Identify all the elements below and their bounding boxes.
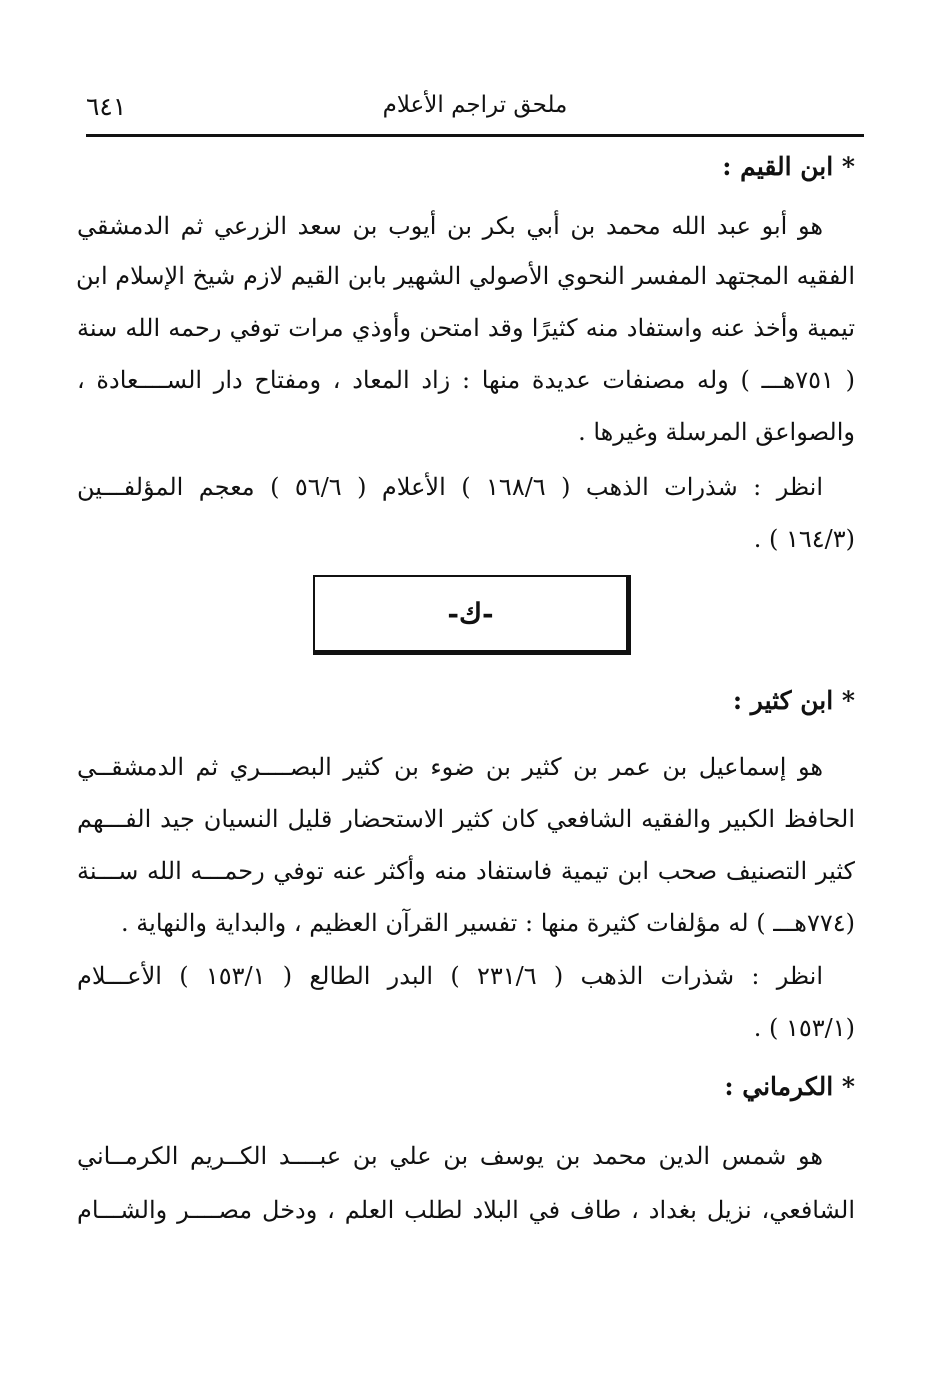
- entry-text-line: الفقيه المجتهد المفسر النحوي الأصولي الشهير بابن القيم لازم شيخ الإسلام ابن: [76, 262, 855, 290]
- entry-heading-ibn-alqayyim: * ابن القيم :: [722, 152, 855, 181]
- entry-reference-line: (١٥٣/١ ) .: [753, 1014, 855, 1042]
- entry-reference-line: انظر : شذرات الذهب ( ٢٣١/٦ ) البدر الطالع ( ١٥٣/١ ) الأعـــلام: [77, 962, 823, 990]
- entry-text-line: الشافعي، نزيل بغداد ، طاف في البلاد لطلب العلم ، ودخل مصــــر والشـــام: [77, 1196, 855, 1224]
- entry-reference-line: (١٦٤/٣ ) .: [753, 525, 855, 553]
- page-number: ٦٤١: [86, 92, 127, 121]
- running-head: [86, 92, 864, 132]
- entry-text-line: ( ٧٥١هـــ ) وله مصنفات عديدة منها : زاد المعاد ، ومفتاح دار الســــعادة ،: [77, 366, 855, 394]
- entry-text-line: تيمية وأخذ عنه واستفاد منه كثيرًا وقد امتحن وأوذي مرات توفي رحمه الله سنة: [77, 314, 855, 342]
- entry-text-line: والصواعق المرسلة وغيرها .: [578, 418, 855, 446]
- entry-text-line: كثير التصنيف صحب ابن تيمية فاستفاد منه وأكثر عنه توفي رحمـــه الله ســـنة: [77, 857, 855, 885]
- entry-text-line: (٧٧٤هـــ ) له مؤلفات كثيرة منها : تفسير القرآن العظيم ، والبداية والنهاية .: [121, 909, 855, 937]
- entry-text-line: هو شمس الدين محمد بن يوسف بن علي بن عبــــد الكــريم الكرمــاني: [77, 1142, 823, 1170]
- entry-heading-ibn-kathir: * ابن كثير :: [732, 686, 855, 715]
- entry-text-line: هو إسماعيل بن عمر بن كثير بن ضوء بن كثير البصــــري ثم الدمشقــي: [77, 753, 823, 781]
- section-letter-box: [313, 575, 631, 655]
- entry-text-line: الحافظ الكبير والفقيه الشافعي كان كثير الاستحضار قليل النسيان جيد الفـــهم: [77, 805, 855, 833]
- entry-reference-line: انظر : شذرات الذهب ( ١٦٨/٦ ) الأعلام ( ٥٦/٦ ) معجم المؤلفـــين: [77, 473, 823, 501]
- entry-text-line: هو أبو عبد الله محمد بن أبي بكر بن أيوب بن سعد الزرعي ثم الدمشقي: [77, 212, 823, 240]
- entry-heading-alkirmani: * الكرماني :: [724, 1072, 855, 1101]
- header-rule: [86, 134, 864, 137]
- section-letter: -ك-: [447, 597, 494, 630]
- running-head-title: ملحق تراجم الأعلام: [382, 92, 568, 118]
